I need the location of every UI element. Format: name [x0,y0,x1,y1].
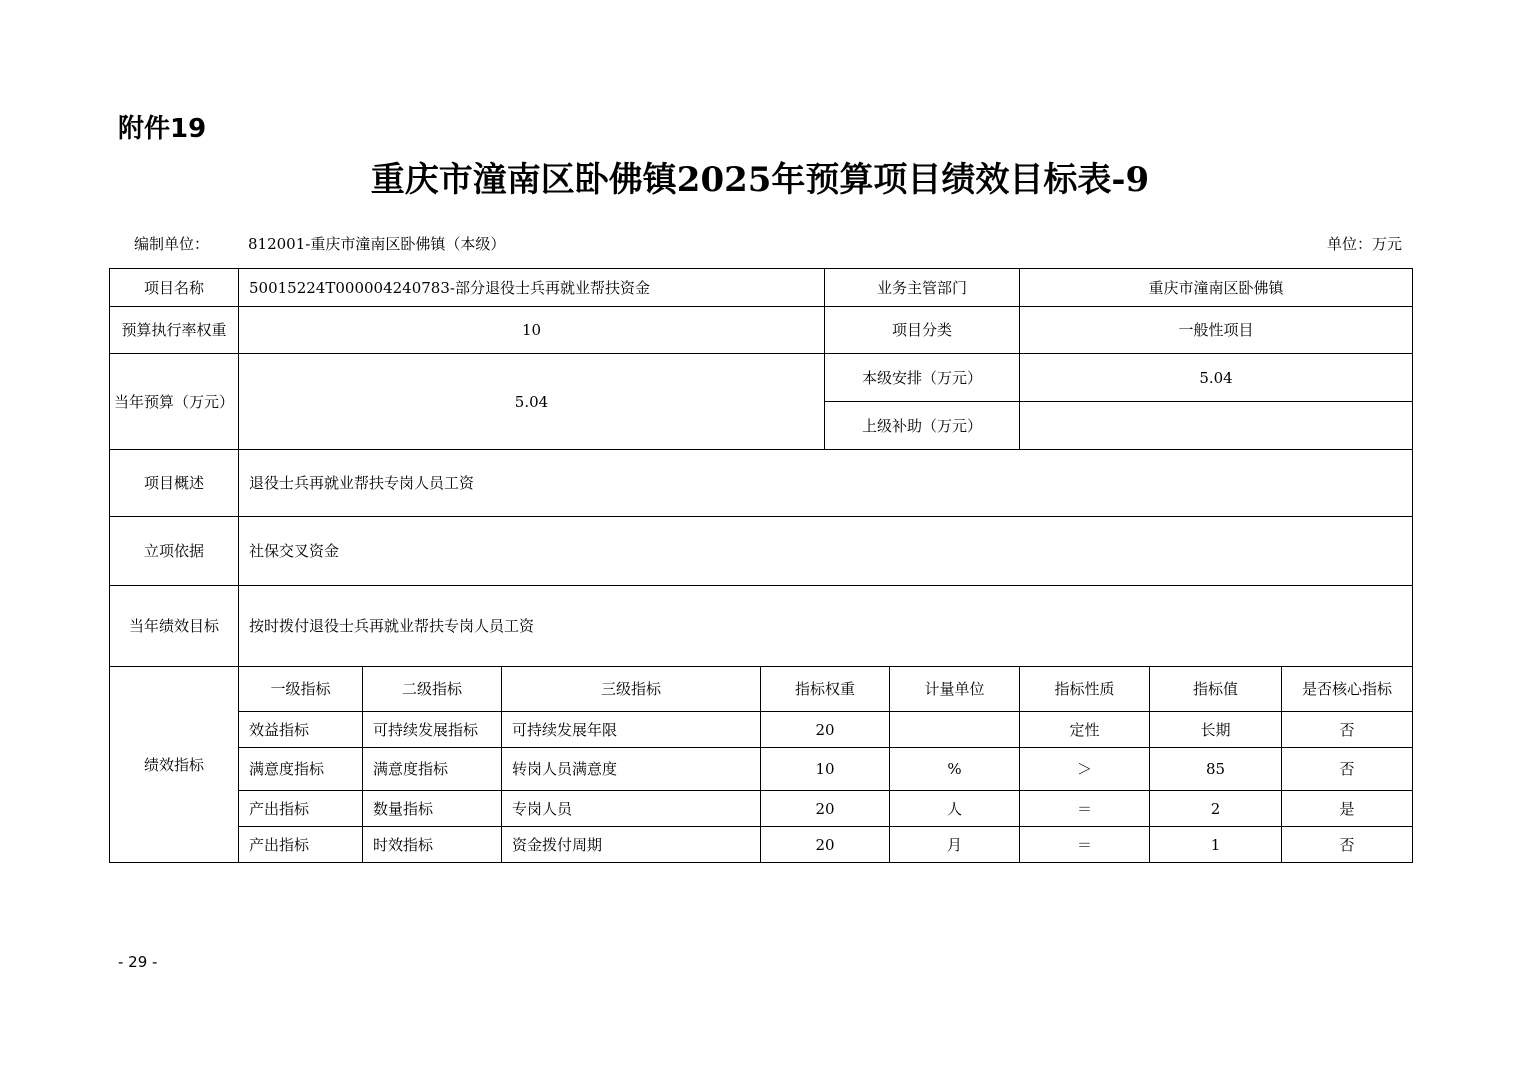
project-name-label: 项目名称 [110,269,239,307]
header-weight: 指标权重 [761,667,890,712]
cell-level2: 时效指标 [363,827,502,863]
performance-table [109,268,1413,863]
currency-unit: 单位：万元 [1326,235,1402,253]
attachment-label: 附件19 [118,114,207,144]
cell-nature: ＝ [1020,791,1150,827]
indicators-label: 绩效指标 [110,667,239,863]
table-row [110,712,1413,748]
project-name-value: 50015224T000004240783-部分退役士兵再就业帮扶资金 [239,269,825,307]
basis-value: 社保交叉资金 [239,517,1413,586]
cell-level1: 产出指标 [239,791,363,827]
cell-value: 长期 [1150,712,1282,748]
header-value: 指标值 [1150,667,1282,712]
dept-label: 业务主管部门 [825,269,1020,307]
basis-label: 立项依据 [110,517,239,586]
cell-level3: 专岗人员 [502,791,761,827]
page-number: - 29 - [118,953,158,971]
cell-nature: ＝ [1020,827,1150,863]
cell-value: 2 [1150,791,1282,827]
category-label: 项目分类 [825,307,1020,354]
upper-value [1020,402,1413,450]
cell-weight: 20 [761,791,890,827]
goal-value: 按时拨付退役士兵再就业帮扶专岗人员工资 [239,586,1413,667]
compiler-label: 编制单位： [134,235,210,253]
cell-level2: 数量指标 [363,791,502,827]
cell-weight: 20 [761,712,890,748]
cell-weight: 20 [761,827,890,863]
cell-unit [890,712,1020,748]
cell-unit: 月 [890,827,1020,863]
cell-value: 85 [1150,748,1282,791]
cell-level1: 满意度指标 [239,748,363,791]
header-unit: 计量单位 [890,667,1020,712]
header-level3: 三级指标 [502,667,761,712]
budget-value: 5.04 [239,354,825,450]
cell-core: 否 [1282,748,1413,791]
cell-level3: 可持续发展年限 [502,712,761,748]
cell-unit: 人 [890,791,1020,827]
cell-nature: 定性 [1020,712,1150,748]
upper-label: 上级补助（万元） [825,402,1020,450]
table-row [110,827,1413,863]
budget-label: 当年预算（万元） [110,354,239,450]
header-core: 是否核心指标 [1282,667,1413,712]
cell-level1: 产出指标 [239,827,363,863]
table-row [110,791,1413,827]
goal-label: 当年绩效目标 [110,586,239,667]
page-title: 重庆市潼南区卧佛镇2025年预算项目绩效目标表-9 [370,160,1150,200]
cell-level2: 可持续发展指标 [363,712,502,748]
overview-value: 退役士兵再就业帮扶专岗人员工资 [239,450,1413,517]
table-row [110,748,1413,791]
overview-label: 项目概述 [110,450,239,517]
local-label: 本级安排（万元） [825,354,1020,402]
local-value: 5.04 [1020,354,1413,402]
cell-core: 否 [1282,827,1413,863]
cell-value: 1 [1150,827,1282,863]
category-value: 一般性项目 [1020,307,1413,354]
cell-nature: ＞ [1020,748,1150,791]
header-level1: 一级指标 [239,667,363,712]
cell-unit: % [890,748,1020,791]
cell-weight: 10 [761,748,890,791]
cell-level2: 满意度指标 [363,748,502,791]
cell-core: 是 [1282,791,1413,827]
compiler-value: 812001-重庆市潼南区卧佛镇（本级） [248,235,506,253]
weight-value: 10 [239,307,825,354]
cell-level3: 转岗人员满意度 [502,748,761,791]
cell-level1: 效益指标 [239,712,363,748]
dept-value: 重庆市潼南区卧佛镇 [1020,269,1413,307]
weight-label: 预算执行率权重 [110,307,239,354]
header-nature: 指标性质 [1020,667,1150,712]
header-level2: 二级指标 [363,667,502,712]
cell-core: 否 [1282,712,1413,748]
cell-level3: 资金拨付周期 [502,827,761,863]
